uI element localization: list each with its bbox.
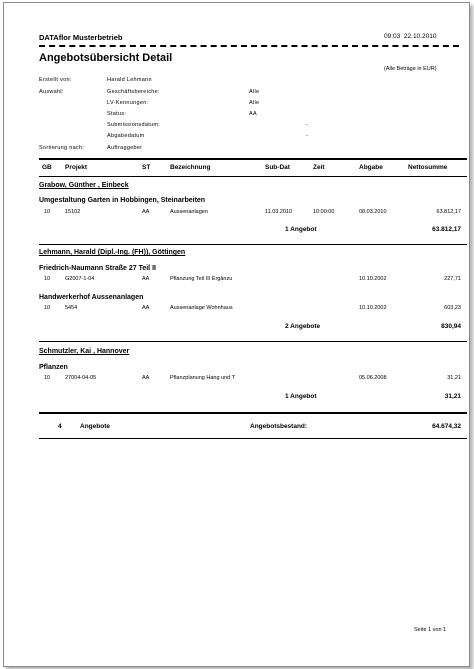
summary-bestand-value: 64.674,32 (432, 423, 461, 430)
cell-gb: 10 (44, 276, 51, 282)
project-title: Friedrich-Naumann Straße 27 Teil II (39, 265, 156, 272)
cell-netto: 63.812,17 (436, 209, 461, 215)
col-st: ST (142, 164, 151, 171)
filter-value: Alle (249, 89, 260, 95)
filter-label: Abgabedatum (107, 133, 145, 139)
created-by-label: Erstellt von: (39, 77, 72, 83)
cell-projekt: 5454 (65, 305, 78, 311)
col-bezeichnung: Bezeichnung (170, 164, 211, 171)
project-title: Pflanzen (39, 364, 68, 371)
cell-abgabe: 08.03.2010 (359, 209, 387, 215)
cell-gb: 10 (44, 209, 51, 215)
project-title: Handwerkerhof Aussenanlagen (39, 294, 144, 301)
col-gb: GB (42, 164, 52, 171)
currency-note: (Alle Beträge in EUR) (384, 66, 437, 72)
group-count: 1 Angebot (285, 393, 317, 400)
cell-st: AA (142, 209, 150, 215)
selection-label: Auswahl: (39, 89, 64, 95)
col-sub-dat: Sub-Dat (265, 164, 290, 171)
table-header-rule (39, 176, 467, 177)
filter-label: LV-Kennungen: (107, 100, 149, 106)
filter-value: - (306, 133, 309, 139)
group-total: 31,21 (444, 393, 461, 400)
group-total: 830,94 (441, 323, 461, 330)
cell-gb: 10 (44, 375, 51, 381)
group-customer-name: Grabow, Günther , Einbeck (39, 182, 129, 189)
filter-value: Alle (249, 100, 260, 106)
cell-netto: 603,23 (444, 305, 461, 311)
project-title: Umgestaltung Garten in Hobbingen, Steinarbeiten (39, 197, 206, 204)
summary-bestand-label: Angebotsbestand: (250, 423, 308, 430)
filter-value: - (306, 122, 309, 128)
filter-label: Status: (107, 111, 127, 117)
filter-label: Submissionsdatum: (107, 122, 161, 128)
group-customer-name: Schmutzler, Kai , Hannover (39, 348, 130, 355)
report-page (3, 2, 470, 667)
col-projekt: Projekt (65, 164, 88, 171)
cell-abgabe: 10.10.2002 (359, 276, 387, 282)
sort-value: Auftraggeber (107, 145, 143, 151)
created-by-value: Harald Lehmann (107, 77, 152, 83)
report-title: Angebotsübersicht Detail (39, 52, 173, 64)
sort-label: Sortierung nach: (39, 145, 85, 151)
table-top-rule (39, 158, 467, 160)
print-time: 09:03 (384, 33, 401, 40)
summary-count-label: Angebote (80, 423, 110, 430)
col-nettosumme: Nettosumme (408, 164, 448, 171)
cell-abgabe: 05.06.2008 (359, 375, 387, 381)
cell-st: AA (142, 276, 150, 282)
cell-projekt: 27004-04-05 (65, 375, 97, 381)
summary-count: 4 (58, 423, 62, 430)
cell-projekt: G2007-1-04 (65, 276, 95, 282)
page-number: Seite 1 von 1 (414, 627, 447, 633)
filter-value: AA (249, 111, 257, 117)
group-total: 63.812,17 (432, 226, 461, 233)
col-zeit: Zeit (313, 164, 325, 171)
group-count: 1 Angebot (285, 226, 317, 233)
cell-bezeichnung: Pflanzplanung Hang und T (170, 375, 236, 381)
group-rule (39, 244, 467, 245)
group-count: 2 Angebote (285, 323, 321, 330)
cell-bezeichnung: Aussenanlage Wohnhaus (170, 305, 233, 311)
cell-zeit: 10:00:00 (313, 209, 335, 215)
cell-bezeichnung: Pflanzung Teil III Ergänzu (170, 276, 233, 282)
group-rule (39, 341, 467, 342)
summary-top-rule (39, 412, 467, 414)
cell-st: AA (142, 375, 150, 381)
cell-bezeichnung: Aussenanlagen (170, 209, 208, 215)
cell-st: AA (142, 305, 150, 311)
header-dashed-rule (39, 45, 459, 47)
cell-projekt: 15102 (65, 209, 81, 215)
cell-sub-dat: 11.03.2010 (265, 209, 293, 215)
company-name: DATAflor Musterbetrieb (39, 33, 123, 42)
cell-netto: 31,21 (447, 375, 461, 381)
cell-netto: 227,71 (444, 276, 461, 282)
cell-gb: 10 (44, 305, 51, 311)
col-abgabe: Abgabe (359, 164, 383, 171)
group-customer-name: Lehmann, Harald (Dipl.-Ing. (FH)), Göttingen (39, 249, 186, 256)
print-datetime (384, 33, 436, 40)
summary-bottom-rule (39, 438, 467, 439)
cell-abgabe: 10.10.2002 (359, 305, 387, 311)
print-date: 22.10.2010 (403, 33, 437, 40)
filter-label: Geschäftsbereiche: (107, 89, 160, 95)
